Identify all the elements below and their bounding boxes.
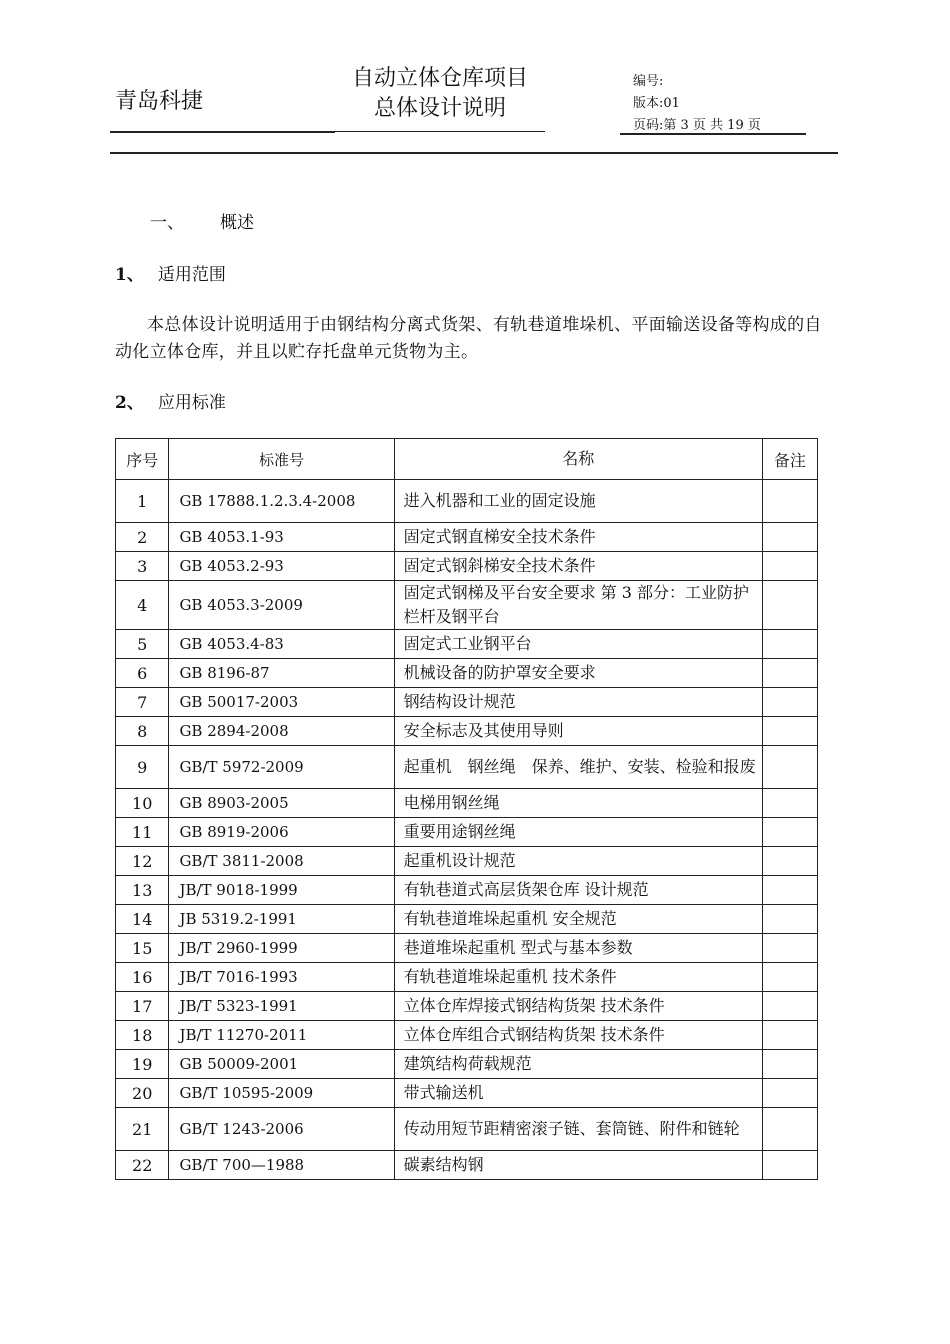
table-row [116,818,818,847]
standard-name: 立体仓库组合式钢结构货架 技术条件 [394,1021,762,1050]
standard-note [762,523,817,552]
standard-name: 有轨巷道堆垛起重机 安全规范 [394,905,762,934]
subsection-title: 应用标准 [157,393,226,413]
section-number: 一、 [150,213,184,233]
subsection-heading-standards [115,388,226,413]
row-index: 4 [116,581,169,630]
standard-note [762,630,817,659]
section-title: 概述 [220,213,254,233]
row-index: 5 [116,630,169,659]
standard-note [762,905,817,934]
standard-code: GB 50009-2001 [169,1050,394,1079]
row-index: 9 [116,746,169,789]
standard-name: 巷道堆垛起重机 型式与基本参数 [394,934,762,963]
standard-note [762,963,817,992]
standard-name: 有轨巷道堆垛起重机 技术条件 [394,963,762,992]
row-index: 19 [116,1050,169,1079]
row-index: 14 [116,905,169,934]
table-row [116,523,818,552]
table-row [116,552,818,581]
standards-table [115,438,818,1180]
standard-note [762,480,817,523]
standard-code: GB 4053.4-83 [169,630,394,659]
standard-note [762,934,817,963]
standard-name: 起重机 钢丝绳 保养、维护、安装、检验和报废 [394,746,762,789]
standard-name: 有轨巷道式高层货架仓库 设计规范 [394,876,762,905]
standard-code: GB 4053.3-2009 [169,581,394,630]
table-row [116,934,818,963]
standard-code: GB 2894-2008 [169,717,394,746]
standard-code: GB/T 5972-2009 [169,746,394,789]
standard-note [762,746,817,789]
standard-code: GB 50017-2003 [169,688,394,717]
standard-code: JB/T 5323-1991 [169,992,394,1021]
table-row [116,876,818,905]
header-note: 备注 [762,439,817,480]
standard-name: 建筑结构荷载规范 [394,1050,762,1079]
standard-code: GB 8196-87 [169,659,394,688]
row-index: 10 [116,789,169,818]
standard-code: JB/T 9018-1999 [169,876,394,905]
section-heading [150,208,254,233]
standard-note [762,876,817,905]
standard-name: 固定式钢斜梯安全技术条件 [394,552,762,581]
header-code: 标准号 [169,439,394,480]
row-index: 3 [116,552,169,581]
standard-code: JB/T 11270-2011 [169,1021,394,1050]
document-meta [633,71,761,137]
table-row [116,1050,818,1079]
title-line-2: 总体设计说明 [373,96,506,121]
standard-note [762,717,817,746]
standard-name: 重要用途钢丝绳 [394,818,762,847]
table-row [116,1108,818,1151]
table-row [116,688,818,717]
row-index: 7 [116,688,169,717]
title-line-1: 自动立体仓库项目 [351,66,528,91]
standard-note [762,1151,817,1180]
table-row [116,480,818,523]
standard-note [762,581,817,630]
row-index: 12 [116,847,169,876]
standard-name: 进入机器和工业的固定设施 [394,480,762,523]
subsection-number: 1、 [115,265,144,285]
standard-code: GB 8919-2006 [169,818,394,847]
standard-code: GB 4053.2-93 [169,552,394,581]
row-index: 1 [116,480,169,523]
company-name: 青岛科捷 [115,89,204,114]
header-index: 序号 [116,439,169,480]
standard-name: 固定式钢梯及平台安全要求 第 3 部分：工业防护栏杆及钢平台 [394,581,762,630]
table-row [116,717,818,746]
table-row [116,659,818,688]
standard-note [762,1079,817,1108]
standard-name: 机械设备的防护罩安全要求 [394,659,762,688]
table-row [116,905,818,934]
standard-code: GB 8903-2005 [169,789,394,818]
standard-name: 立体仓库焊接式钢结构货架 技术条件 [394,992,762,1021]
row-index: 18 [116,1021,169,1050]
standard-name: 钢结构设计规范 [394,688,762,717]
doc-number: 编号: [633,74,664,89]
scope-paragraph: 本总体设计说明适用于由钢结构分离式货架、有轨巷道堆垛机、平面输送设备等构成的自动化立体仓库，并且以贮存托盘单元货物为主。 [115,315,822,362]
subsection-number: 2、 [115,393,144,413]
standard-name: 碳素结构钢 [394,1151,762,1180]
row-index: 17 [116,992,169,1021]
standard-name: 电梯用钢丝绳 [394,789,762,818]
doc-version: 版本:01 [633,96,680,111]
row-index: 21 [116,1108,169,1151]
standard-code: GB 17888.1.2.3.4-2008 [169,480,394,523]
standard-note [762,659,817,688]
row-index: 13 [116,876,169,905]
standard-note [762,1050,817,1079]
row-index: 16 [116,963,169,992]
subsection-title: 适用范围 [157,265,226,285]
table-row [116,992,818,1021]
standard-name: 固定式工业钢平台 [394,630,762,659]
standard-name: 带式输送机 [394,1079,762,1108]
subsection-heading-scope [115,260,226,285]
standard-note [762,1108,817,1151]
table-row [116,847,818,876]
table-row [116,789,818,818]
standard-note [762,688,817,717]
standard-name: 安全标志及其使用导则 [394,717,762,746]
standard-name: 固定式钢直梯安全技术条件 [394,523,762,552]
standard-note [762,789,817,818]
table-row [116,1151,818,1180]
table-row [116,581,818,630]
document-title [335,64,545,124]
standard-code: GB/T 1243-2006 [169,1108,394,1151]
row-index: 6 [116,659,169,688]
row-index: 2 [116,523,169,552]
row-index: 8 [116,717,169,746]
header-rule-middle [335,131,545,132]
header-divider [110,152,838,154]
row-index: 20 [116,1079,169,1108]
table-row [116,746,818,789]
standard-name: 起重机设计规范 [394,847,762,876]
row-index: 22 [116,1151,169,1180]
standard-code: JB 5319.2-1991 [169,905,394,934]
standard-note [762,992,817,1021]
standard-code: GB 4053.1-93 [169,523,394,552]
standard-code: JB/T 7016-1993 [169,963,394,992]
header-name: 名称 [394,439,762,480]
table-row [116,1079,818,1108]
header-rule-right [620,133,806,135]
standard-code: GB/T 10595-2009 [169,1079,394,1108]
standard-note [762,847,817,876]
table-row [116,630,818,659]
row-index: 15 [116,934,169,963]
standard-code: GB/T 700—1988 [169,1151,394,1180]
standard-code: GB/T 3811-2008 [169,847,394,876]
standard-note [762,552,817,581]
table-row [116,963,818,992]
standard-code: JB/T 2960-1999 [169,934,394,963]
table-header-row [116,439,818,480]
table-row [116,1021,818,1050]
standard-note [762,1021,817,1050]
header-rule-left [110,131,335,133]
page-indicator: 页码:第 3 页 共 19 页 [633,118,761,133]
row-index: 11 [116,818,169,847]
standard-note [762,818,817,847]
standard-name: 传动用短节距精密滚子链、套筒链、附件和链轮 [394,1108,762,1151]
